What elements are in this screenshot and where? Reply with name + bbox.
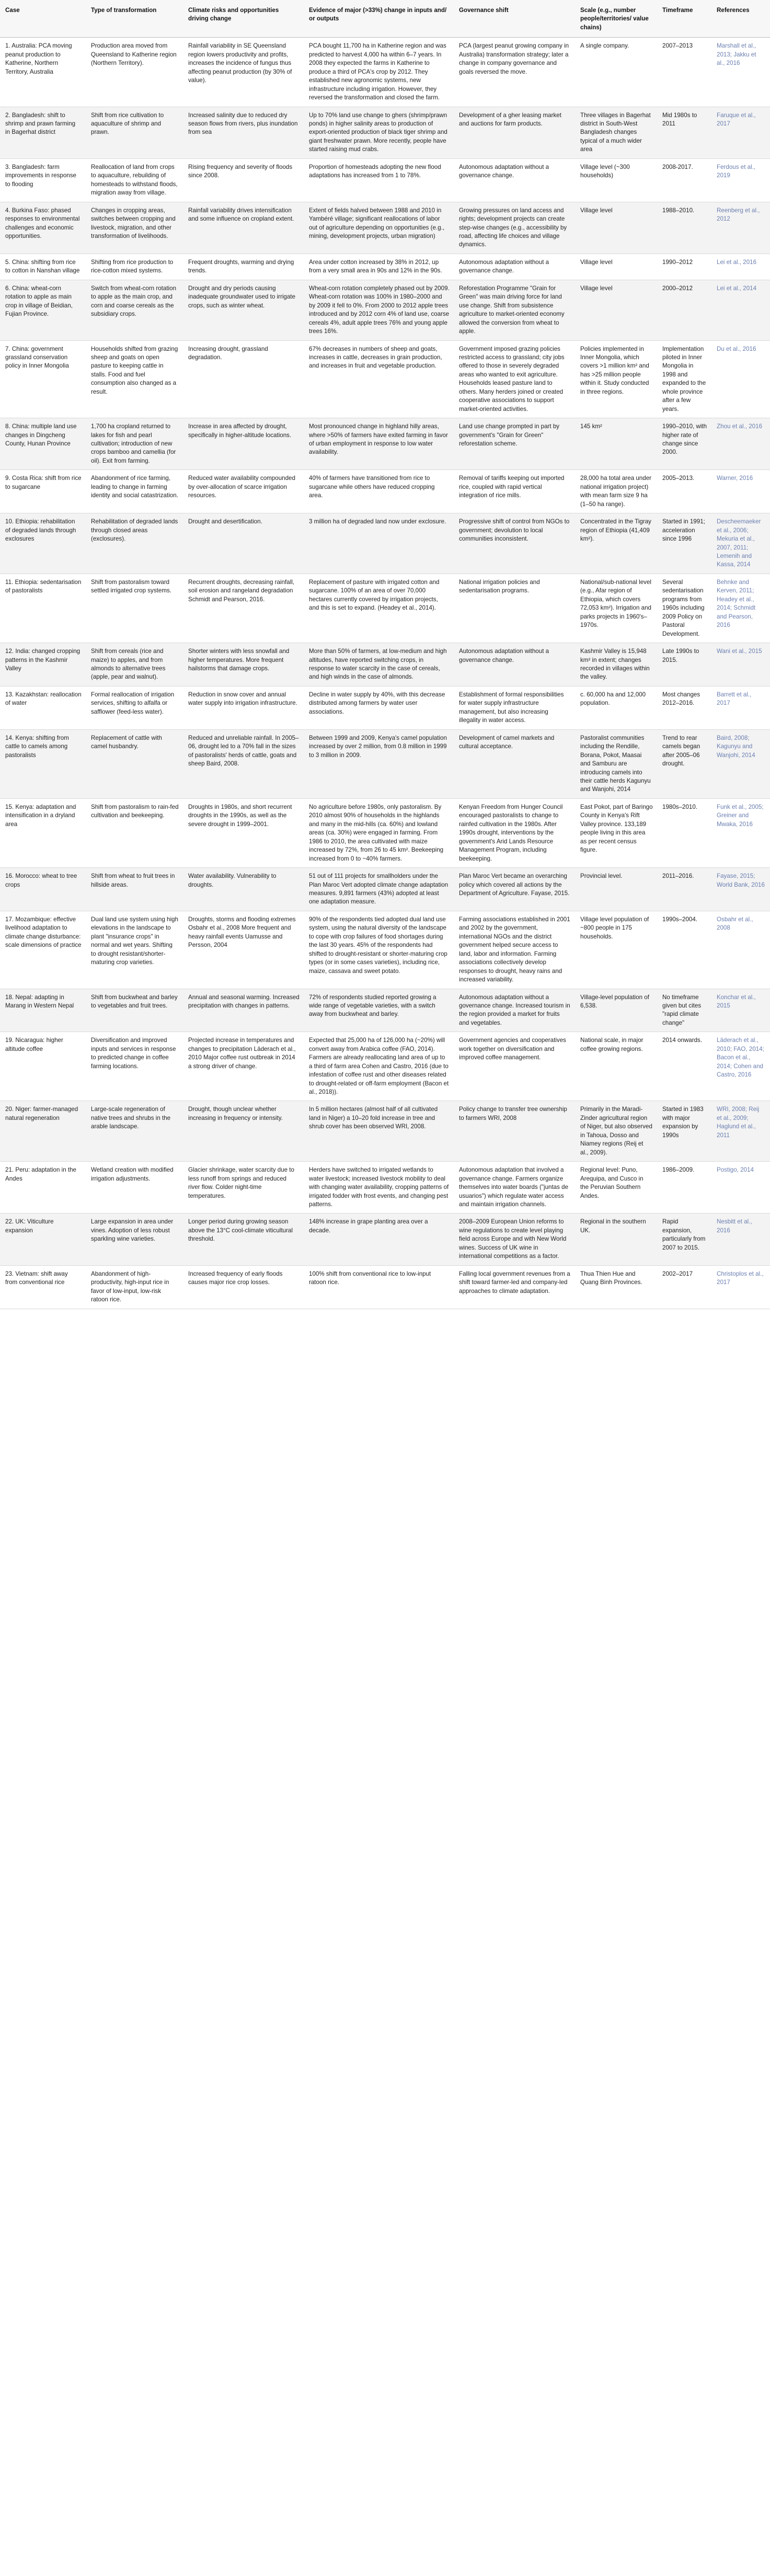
cell-type: Abandonment of high-productivity, high-input rice in favor of low-input, low-risk ratoon rice. (86, 1265, 183, 1309)
column-header-case: Case (0, 0, 86, 38)
cell-scale: 28,000 ha total area under national irrigation project) with mean farm size 9 ha (1–50 ha range). (575, 470, 657, 513)
cell-governance: Development of a gher leasing market and auctions for farm products. (454, 107, 575, 158)
cell-climate-risks: Annual and seasonal warming. Increased precipitation with changes in patterns. (183, 989, 304, 1032)
cell-climate-risks: Shorter winters with less snowfall and higher temperatures. More frequent hailstorms that damage crops. (183, 643, 304, 686)
cell-evidence: Decline in water supply by 40%, with this decrease distributed among farmers by water user associations. (304, 686, 454, 729)
cell-climate-risks: Frequent droughts, warming and drying trends. (183, 254, 304, 280)
cell-type: Changes in cropping areas, switches between cropping and livestock, migration, and other transformation of livelihoods. (86, 202, 183, 254)
cell-scale: Concentrated in the Tigray region of Ethiopia (41,409 km²). (575, 513, 657, 574)
cell-type: Replacement of cattle with camel husbandry. (86, 729, 183, 798)
cell-case: 14. Kenya: shifting from cattle to camels among pastoralists (0, 729, 86, 798)
cell-scale: Village level (575, 254, 657, 280)
cell-type: Reallocation of land from crops to aquaculture, rebuilding of homesteads to withstand floods, migration away from village. (86, 158, 183, 202)
cell-evidence: Expected that 25,000 ha of 126,000 ha (~20%) will convert away from Arabica coffee (FAO, 2014). Farmers are already reallocating land area of up to a third of farm area Cohen and Castro, 2016 (due to infestation of coffee rust and other diseases related to drought-related or off-farm employment (Bacon et al., 2018)). (304, 1032, 454, 1101)
cell-governance: Autonomous adaptation without a governance change. (454, 254, 575, 280)
cell-references: Christoplos et al., 2017 (711, 1265, 770, 1309)
cell-scale: National scale, in major coffee growing regions. (575, 1032, 657, 1101)
cell-evidence: Between 1999 and 2009, Kenya's camel population increased by over 2 million, from 0.8 million in 1999 to 3 million in 2009. (304, 729, 454, 798)
cell-timeframe: No timeframe given but cites "rapid climate change" (657, 989, 711, 1032)
cell-type: Abandonment of rice farming, leading to change in farming identity and social catastrization. (86, 470, 183, 513)
cell-governance: Policy change to transfer tree ownership to farmers WRI, 2008 (454, 1101, 575, 1162)
cell-evidence: In 5 million hectares (almost half of all cultivated land in Niger) a 10–20 fold increase in tree and shrub cover has been observed WRI, 2008. (304, 1101, 454, 1162)
cell-timeframe: Late 1990s to 2015. (657, 643, 711, 686)
cell-references: Behnke and Kerven, 2011; Headey et al., 2014; Schmidt and Pearson, 2016 (711, 574, 770, 643)
cell-scale: Regional level: Puno, Arequipa, and Cusco in the Peruvian Southern Andes. (575, 1162, 657, 1213)
cell-timeframe: Trend to rear camels began after 2005–06 drought. (657, 729, 711, 798)
cell-timeframe: Started in 1983 with major expansion by 1990s (657, 1101, 711, 1162)
cell-governance: Autonomous adaptation without a governance change. (454, 158, 575, 202)
cell-timeframe: 1990–2010, with higher rate of change since 2000. (657, 418, 711, 470)
cell-case: 16. Morocco: wheat to tree crops (0, 868, 86, 911)
cell-case: 5. China: shifting from rice to cotton in Nanshan village (0, 254, 86, 280)
cell-case: 21. Peru: adaptation in the Andes (0, 1162, 86, 1213)
cell-case: 4. Burkina Faso: phased responses to environmental challenges and economic opportunities. (0, 202, 86, 254)
cell-case: 23. Vietnam: shift away from conventional rice (0, 1265, 86, 1309)
cell-climate-risks: Recurrent droughts, decreasing rainfall, soil erosion and rangeland degradation Schmidt and Pearson, 2016. (183, 574, 304, 643)
cell-evidence: No agriculture before 1980s, only pastoralism. By 2010 almost 90% of households in the highlands and many in the mid-hills (ca. 60%) and lowland areas (ca. 30%) were engaged in farming. From 1986 to 2010, the area cultivated with maize increased by 72%, from 26 to 45 km². Beekeeping increased from 0 to ~40% farmers. (304, 798, 454, 867)
cell-governance: Government agencies and cooperatives work together on diversification and improved coffee management. (454, 1032, 575, 1101)
cell-evidence: 3 million ha of degraded land now under exclosure. (304, 513, 454, 574)
cell-type: Shift from cereals (rice and maize) to apples, and from almonds to alternative trees (apple, pear and walnut). (86, 643, 183, 686)
cell-type: Rehabilitation of degraded lands through closed areas (exclosures). (86, 513, 183, 574)
cell-timeframe: 1980s–2010. (657, 798, 711, 867)
cell-type: Households shifted from grazing sheep and goats on open pasture to keeping cattle in stalls. Food and fuel consumption also changed as a result. (86, 340, 183, 418)
cell-governance: 2008–2009 European Union reforms to wine regulations to create level playing field across Europe and with New World wines. Success of UK wine in international competitions as a factor. (454, 1213, 575, 1265)
cell-references: Osbahr et al., 2008 (711, 911, 770, 989)
cell-type: 1,700 ha cropland returned to lakes for fish and pearl cultivation; introduction of new crops bamboo and camellia (for oil). Exit from farming. (86, 418, 183, 470)
cell-evidence: 72% of respondents studied reported growing a wide range of vegetable varieties, with a switch away from buckwheat and barley. (304, 989, 454, 1032)
cell-references: Baird, 2008; Kagunyu and Wanjohi, 2014 (711, 729, 770, 798)
cell-evidence: Area under cotton increased by 38% in 2012, up from a very small area in 90s and 12% in the 90s. (304, 254, 454, 280)
cell-type: Shifting from rice production to rice-cotton mixed systems. (86, 254, 183, 280)
cell-scale: National/sub-national level (e.g., Afar region of Ethiopia, which covers 72,053 km²). Irrigation and parks projects in 1960's–1970s. (575, 574, 657, 643)
cell-references: Lei et al., 2016 (711, 254, 770, 280)
cell-governance: National irrigation policies and sedentarisation programs. (454, 574, 575, 643)
cell-scale: Village-level population of 6,538. (575, 989, 657, 1032)
cell-scale: Village level (~300 households) (575, 158, 657, 202)
cell-governance: Autonomous adaptation that involved a governance change. Farmers organize themselves into water boards ("juntas de usuarios") which regulate water access and maintain irrigation channels. (454, 1162, 575, 1213)
cell-climate-risks: Reduced water availability compounded by over-allocation of scarce irrigation resources. (183, 470, 304, 513)
cell-evidence: 40% of farmers have transitioned from rice to sugarcane while others have reduced cropping area. (304, 470, 454, 513)
cell-references: Zhou et al., 2016 (711, 418, 770, 470)
cell-case: 9. Costa Rica: shift from rice to sugarcane (0, 470, 86, 513)
column-header-climate-risks: Climate risks and opportunities driving change (183, 0, 304, 38)
cell-evidence: 148% increase in grape planting area over a decade. (304, 1213, 454, 1265)
cell-timeframe: Most changes 2012–2016. (657, 686, 711, 729)
table-row (0, 513, 770, 574)
cell-governance: Progressive shift of control from NGOs to government; devolution to local communities inconsistent. (454, 513, 575, 574)
table-row (0, 280, 770, 340)
cell-evidence: 90% of the respondents tied adopted dual land use system, using the natural diversity of the landscape to cope with crop failures of food shortages during the last 30 years. 45% of the respondents had shifted to drought-resistant or shorter-maturing crop types (or in some cases varieties), including rice, maize, cassava and sweet potato. (304, 911, 454, 989)
cell-scale: Village level (575, 280, 657, 340)
cell-climate-risks: Drought and dry periods causing inadequate groundwater used to irrigate crops, such as winter wheat. (183, 280, 304, 340)
table-row (0, 643, 770, 686)
cell-timeframe: Implementation piloted in Inner Mongolia in 1998 and expanded to the whole province after a few years. (657, 340, 711, 418)
cell-scale: Kashmir Valley is 15,948 km² in extent; changes recorded in villages within the valley. (575, 643, 657, 686)
cell-climate-risks: Rising frequency and severity of floods since 2008. (183, 158, 304, 202)
cell-climate-risks: Rainfall variability in SE Queensland region lowers productivity and profits, increases the incidence of fungus thus affecting peanut production (by 30% of value). (183, 38, 304, 107)
cell-governance: Land use change prompted in part by government's "Grain for Green" reforestation scheme. (454, 418, 575, 470)
table-row (0, 1213, 770, 1265)
cell-timeframe: 2007–2013 (657, 38, 711, 107)
cell-type: Large-scale regeneration of native trees and shrubs in the arable landscape. (86, 1101, 183, 1162)
cell-governance: Establishment of formal responsibilities for water supply infrastructure management, but also increasing illegality in water access. (454, 686, 575, 729)
cell-references: Läderach et al., 2010; FAO, 2014; Bacon et al., 2014; Cohen and Castro, 2016 (711, 1032, 770, 1101)
cell-type: Shift from wheat to fruit trees in hillside areas. (86, 868, 183, 911)
cell-climate-risks: Increasing drought, grassland degradation. (183, 340, 304, 418)
cell-references: Nesbitt et al., 2016 (711, 1213, 770, 1265)
cell-references: WRI, 2008; Reij et al., 2009; Haglund et al., 2011 (711, 1101, 770, 1162)
cell-governance: Government imposed grazing policies restricted access to grassland; city jobs offered to those in severely degraded areas who wanted to exit agriculture. Households leased pasture land to others. Many herders joined or created cooperative associations to support market-oriented activities. (454, 340, 575, 418)
cell-timeframe: 2014 onwards. (657, 1032, 711, 1101)
cell-case: 15. Kenya: adaptation and intensification in a dryland area (0, 798, 86, 867)
table-row (0, 38, 770, 107)
cell-timeframe: Several sedentarisation programs from 1960s including 2009 Policy on Pastoral Development. (657, 574, 711, 643)
cell-case: 11. Ethiopia: sedentarisation of pastoralists (0, 574, 86, 643)
table-row (0, 340, 770, 418)
cell-case: 13. Kazakhstan: reallocation of water (0, 686, 86, 729)
cell-case: 6. China: wheat-corn rotation to apple as main crop in village of Beidian, Fujian Province. (0, 280, 86, 340)
cell-evidence: More than 50% of farmers, at low-medium and high altitudes, have reported switching crops, in response to water scarcity in the case of cereals, and high winds in the case of almonds. (304, 643, 454, 686)
column-header-governance: Governance shift (454, 0, 575, 38)
cell-evidence: Wheat-corn rotation completely phased out by 2009. Wheat-corn rotation was 100% in 1980–2000 and by 2009 it fell to 0%. From 2000 to 2012 apple trees introduced and by 2012 corn 4% of land use, coarse cereals 4%, adult apple trees 76% and young apple trees 16%. (304, 280, 454, 340)
cell-case: 1. Australia: PCA moving peanut production to Katherine, Northern Territory, Australia (0, 38, 86, 107)
cell-scale: Policies implemented in Inner Mongolia, which covers >1 million km² and has >25 million people within it. Study conducted in three regions. (575, 340, 657, 418)
cell-governance: Plan Maroc Vert became an overarching policy which covered all actions by the Department of Agriculture. Fayase, 2015. (454, 868, 575, 911)
table-row (0, 1162, 770, 1213)
cell-scale: A single company. (575, 38, 657, 107)
cell-type: Diversification and improved inputs and services in response to predicted change in coffee farming locations. (86, 1032, 183, 1101)
cell-case: 20. Niger: farmer-managed natural regeneration (0, 1101, 86, 1162)
cell-scale: c. 60,000 ha and 12,000 population. (575, 686, 657, 729)
cell-references: Postigo, 2014 (711, 1162, 770, 1213)
cell-references: Barrett et al., 2017 (711, 686, 770, 729)
cell-climate-risks: Drought and desertification. (183, 513, 304, 574)
cell-references: Ferdous et al., 2019 (711, 158, 770, 202)
cell-timeframe: Rapid expansion, particularly from 2007 to 2015. (657, 1213, 711, 1265)
cell-type: Dual land use system using high elevations in the landscape to plant "insurance crops" in normal and wet years. Shifting to drought resistant/shorter-maturing crop varieties. (86, 911, 183, 989)
table-row (0, 798, 770, 867)
cell-references: Faruque et al., 2017 (711, 107, 770, 158)
cell-case: 7. China: government grassland conservation policy in Inner Mongolia (0, 340, 86, 418)
cell-timeframe: 1990–2012 (657, 254, 711, 280)
cell-evidence: Most pronounced change in highland hilly areas, where >50% of farmers have exited farming in favor of urban employment in response to low water availability. (304, 418, 454, 470)
cell-scale: Pastoralist communities including the Rendille, Borana, Pokot, Maasai and Samburu are introducing camels into their cattle herds Kagunyu and Wanjohi, 2014 (575, 729, 657, 798)
table-row (0, 574, 770, 643)
cell-climate-risks: Water availability. Vulnerability to droughts. (183, 868, 304, 911)
cell-timeframe: 2008-2017. (657, 158, 711, 202)
cell-governance: Removal of tariffs keeping out imported rice, coupled with rapid vertical integration of rice mills. (454, 470, 575, 513)
cell-climate-risks: Reduction in snow cover and annual water supply into irrigation infrastructure. (183, 686, 304, 729)
cell-timeframe: 1986–2009. (657, 1162, 711, 1213)
cell-scale: Provincial level. (575, 868, 657, 911)
cell-scale: Village level (575, 202, 657, 254)
cell-climate-risks: Droughts, storms and flooding extremes Osbahr et al., 2008 More frequent and heavy rainfall events Uamusse and Persson, 2004 (183, 911, 304, 989)
cell-references: Wani et al., 2015 (711, 643, 770, 686)
cell-references: Funk et al., 2005; Greiner and Mwaka, 2016 (711, 798, 770, 867)
cell-evidence: 51 out of 111 projects for smallholders under the Plan Maroc Vert adopted climate change adaptation measures. 9,891 farmers (43%) adopted at least one adaptation measure. (304, 868, 454, 911)
cell-governance: Farming associations established in 2001 and 2002 by the government, international NGOs and the district government helped secure access to land, labor and information. Farming associations collectively develop responses to drought, heavy rains and increased variability. (454, 911, 575, 989)
cell-case: 19. Nicaragua: higher altitude coffee (0, 1032, 86, 1101)
table-row (0, 1032, 770, 1101)
cell-governance: Falling local government revenues from a shift toward farmer-led and company-led approaches to climate adaptation. (454, 1265, 575, 1309)
cell-references: Konchar et al., 2015 (711, 989, 770, 1032)
table-row (0, 470, 770, 513)
table-row (0, 989, 770, 1032)
cell-timeframe: 2000–2012 (657, 280, 711, 340)
cell-governance: Autonomous adaptation without a governance change. (454, 643, 575, 686)
cell-climate-risks: Increased frequency of early floods causes major rice crop losses. (183, 1265, 304, 1309)
cell-type: Large expansion in area under vines. Adoption of less robust sparkling wine varieties. (86, 1213, 183, 1265)
cell-evidence: Proportion of homesteads adopting the new flood adaptations has increased from 1 to 78%. (304, 158, 454, 202)
table-header-row (0, 0, 770, 38)
cell-governance: Reforestation Programme "Grain for Green" was main driving force for land use change. Shift from subsistence agriculture to market-oriented economy allowed the conversion from wheat to apple. (454, 280, 575, 340)
table-row (0, 158, 770, 202)
cell-references: Du et al., 2016 (711, 340, 770, 418)
cell-climate-risks: Drought, though unclear whether increasing in frequency or intensity. (183, 1101, 304, 1162)
cell-scale: 145 km² (575, 418, 657, 470)
column-header-scale: Scale (e.g., number people/territories/ value chains) (575, 0, 657, 38)
cell-evidence: Herders have switched to irrigated wetlands to water livestock; increased livestock mobility to deal with changing water availability, cropping patterns of irrigated fodder with frost events, and changing pest patterns. (304, 1162, 454, 1213)
column-header-timeframe: Timeframe (657, 0, 711, 38)
cell-references: Marshall et al., 2013; Jakku et al., 2016 (711, 38, 770, 107)
cell-timeframe: 2005–2013. (657, 470, 711, 513)
cell-evidence: 100% shift from conventional rice to low-input ratoon rice. (304, 1265, 454, 1309)
cell-case: 12. India: changed cropping patterns in the Kashmir Valley (0, 643, 86, 686)
cell-climate-risks: Longer period during growing season above the 13°C cool-climate viticultural threshold. (183, 1213, 304, 1265)
cell-scale: East Pokot, part of Baringo County in Kenya's Rift Valley province. 133,189 people living in this area as per recent census figure. (575, 798, 657, 867)
cell-timeframe: Started in 1991; acceleration since 1996 (657, 513, 711, 574)
cell-references: Warner, 2016 (711, 470, 770, 513)
cell-type: Shift from pastoralism toward settled irrigated crop systems. (86, 574, 183, 643)
table-body (0, 38, 770, 1309)
cell-type: Production area moved from Queensland to Katherine region (Northern Territory). (86, 38, 183, 107)
cell-type: Switch from wheat-corn rotation to apple as the main crop, and corn and coarse cereals as the subsidiary crops. (86, 280, 183, 340)
cell-type: Shift from pastoralism to rain-fed cultivation and beekeeping. (86, 798, 183, 867)
cell-scale: Three villages in Bagerhat district in South-West Bangladesh changes typical of a much wider area (575, 107, 657, 158)
cell-governance: Development of camel markets and cultural acceptance. (454, 729, 575, 798)
cell-case: 10. Ethiopia: rehabilitation of degraded lands through exclosures (0, 513, 86, 574)
table-row (0, 418, 770, 470)
cell-type: Wetland creation with modified irrigation adjustments. (86, 1162, 183, 1213)
cell-timeframe: 2002–2017 (657, 1265, 711, 1309)
cell-scale: Thua Thien Hue and Quang Binh Provinces. (575, 1265, 657, 1309)
cell-climate-risks: Rainfall variability drives intensification and some influence on cropland extent. (183, 202, 304, 254)
cell-case: 8. China: multiple land use changes in Dingcheng County, Hunan Province (0, 418, 86, 470)
cell-governance: PCA (largest peanut growing company in Australia) transformation strategy; later a change in company governance and goals reversed the move. (454, 38, 575, 107)
cell-climate-risks: Glacier shrinkage, water scarcity due to less runoff from springs and reduced river flow. Colder night-time temperatures. (183, 1162, 304, 1213)
table-row (0, 686, 770, 729)
cell-timeframe: 2011–2016. (657, 868, 711, 911)
cell-climate-risks: Droughts in 1980s, and short recurrent droughts in the 1990s, as well as the severe drought in 1999–2001. (183, 798, 304, 867)
table-row (0, 868, 770, 911)
cell-climate-risks: Projected increase in temperatures and changes to precipitation Läderach et al., 2010 Major coffee rust outbreak in 2014 a strong driver of change. (183, 1032, 304, 1101)
cell-governance: Kenyan Freedom from Hunger Council encouraged pastoralists to change to rainfed cultivation in the 1980s. After 1990s drought, interventions by the government's Arid Lands Resource Management Program, including beekeeping. (454, 798, 575, 867)
table-row (0, 107, 770, 158)
column-header-type: Type of transformation (86, 0, 183, 38)
column-header-references: References (711, 0, 770, 38)
cell-references: Fayase, 2015; World Bank, 2016 (711, 868, 770, 911)
cell-timeframe: 1990s–2004. (657, 911, 711, 989)
column-header-evidence: Evidence of major (>33%) change in inputs and/ or outputs (304, 0, 454, 38)
cell-evidence: Up to 70% land use change to ghers (shrimp/prawn ponds) in higher salinity areas to production of export-oriented production of black tiger shrimp and giant freshwater prawn. More recently, people have started raising mud crabs. (304, 107, 454, 158)
cell-evidence: 67% decreases in numbers of sheep and goats, increases in cattle, decreases in grain production, and increases in fruit and vegetable production. (304, 340, 454, 418)
cell-type: Shift from buckwheat and barley to vegetables and fruit trees. (86, 989, 183, 1032)
cell-climate-risks: Increased salinity due to reduced dry season flows from rivers, plus inundation from sea (183, 107, 304, 158)
table-row (0, 911, 770, 989)
table-row (0, 729, 770, 798)
cell-scale: Primarily in the Maradi-Zinder agricultural region of Niger, but also observed in Tahoua, Dosso and Niamey regions (Reij et al., 2009). (575, 1101, 657, 1162)
cell-evidence: Extent of fields halved between 1988 and 2010 in Yambéré village; significant reallocations of labor out of agriculture depending on opportunities (e.g., mining, development projects, urban migration) (304, 202, 454, 254)
cell-type: Shift from rice cultivation to aquaculture of shrimp and prawn. (86, 107, 183, 158)
cell-type: Formal reallocation of irrigation services, shifting to alfalfa or safflower (feed-less water). (86, 686, 183, 729)
table-row (0, 1265, 770, 1309)
cell-scale: Village level population of ~800 people in 175 households. (575, 911, 657, 989)
cell-case: 18. Nepal: adapting in Marang in Western Nepal (0, 989, 86, 1032)
cell-case: 17. Mozambique: effective livelihood adaptation to climate change disturbance: scale dimensions of practice (0, 911, 86, 989)
cell-evidence: Replacement of pasture with irrigated cotton and sugarcane. 100% of an area of over 70,000 hectares currently covered by irrigation projects, and this is set to expand. (Headey et al., 2014). (304, 574, 454, 643)
cell-climate-risks: Reduced and unreliable rainfall. In 2005–06, drought led to a 70% fall in the sizes of pastoralists' herds of cattle, goats and sheep Baird, 2008. (183, 729, 304, 798)
cell-scale: Regional in the southern UK. (575, 1213, 657, 1265)
table-row (0, 202, 770, 254)
cell-climate-risks: Increase in area affected by drought, specifically in higher-altitude locations. (183, 418, 304, 470)
cell-case: 2. Bangladesh: shift to shrimp and prawn farming in Bagerhat district (0, 107, 86, 158)
cell-case: 22. UK: Viticulture expansion (0, 1213, 86, 1265)
cell-case: 3. Bangladesh: farm improvements in response to flooding (0, 158, 86, 202)
cell-references: Descheemaeker et al., 2006; Mekuria et al., 2007, 2011; Lemenih and Kassa, 2014 (711, 513, 770, 574)
table-row (0, 1101, 770, 1162)
cell-governance: Autonomous adaptation without a governance change. Increased tourism in the region provided a market for fruits and vegetables. (454, 989, 575, 1032)
cell-timeframe: 1988–2010. (657, 202, 711, 254)
cell-evidence: PCA bought 11,700 ha in Katherine region and was predicted to harvest 4,000 ha within 6–7 years. In 2008 they expected the farms in Katherine to produce a third of PCA's crop by 2012. They established new agronomic systems, new infrastructure including irrigation. However, they reversed the transformation and closed the farm. (304, 38, 454, 107)
table-row (0, 254, 770, 280)
cell-governance: Growing pressures on land access and rights; development projects can create step-wise changes (e.g., accessibility by road, affecting life choices and village dynamics. (454, 202, 575, 254)
cell-references: Reenberg et al., 2012 (711, 202, 770, 254)
cell-references: Lei et al., 2014 (711, 280, 770, 340)
cell-timeframe: Mid 1980s to 2011 (657, 107, 711, 158)
